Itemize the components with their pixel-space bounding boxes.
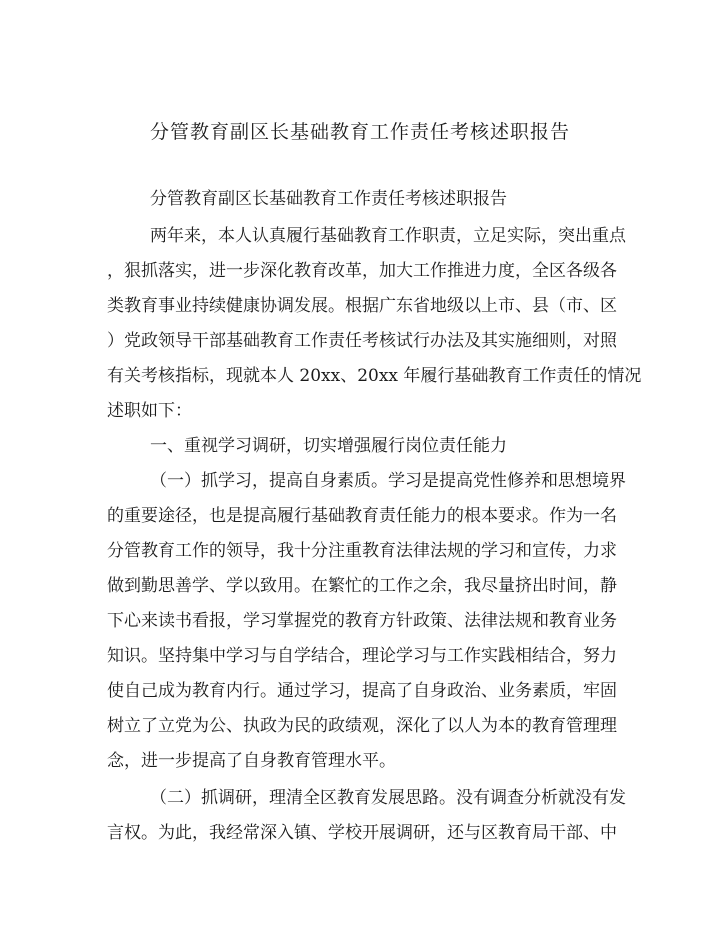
section-heading: 一、重视学习调研，切实增强履行岗位责任能力 bbox=[150, 436, 507, 456]
body-line: 使自己成为教育内行。通过学习，提高了自身政治、业务素质，牢固 bbox=[107, 681, 617, 701]
body-line: 有关考核指标，现就本人 20xx、20xx 年履行基础教育工作责任的情况 bbox=[107, 366, 642, 386]
body-line: 两年来，本人认真履行基础教育工作职责，立足实际，突出重点 bbox=[150, 226, 626, 246]
body-line: 言权。为此，我经常深入镇、学校开展调研，还与区教育局干部、中 bbox=[107, 823, 617, 843]
body-line: 分管教育副区长基础教育工作责任考核述职报告 bbox=[150, 189, 507, 209]
body-line: 分管教育工作的领导，我十分注重教育法律法规的学习和宣传，力求 bbox=[107, 541, 617, 561]
body-line: 知识。坚持集中学习与自学结合，理论学习与工作实践相结合，努力 bbox=[107, 646, 617, 666]
body-line: 下心来读书看报，学习掌握党的教育方针政策、法律法规和教育业务 bbox=[107, 611, 617, 631]
body-line: 述职如下： bbox=[107, 401, 192, 421]
body-line: 树立了立党为公、执政为民的政绩观，深化了以人为本的教育管理理 bbox=[107, 716, 617, 736]
document-title: 分管教育副区长基础教育工作责任考核述职报告 bbox=[149, 121, 570, 143]
body-line: 做到勤思善学、学以致用。在繁忙的工作之余，我尽量挤出时间，静 bbox=[107, 576, 617, 596]
body-line: （二）抓调研，理清全区教育发展思路。没有调查分析就没有发 bbox=[150, 788, 626, 808]
body-line: 念，进一步提高了自身教育管理水平。 bbox=[107, 751, 396, 771]
body-line: ）党政领导干部基础教育工作责任考核试行办法及其实施细则，对照 bbox=[107, 331, 617, 351]
body-line: 类教育事业持续健康协调发展。根据广东省地级以上市、县（市、区 bbox=[107, 296, 617, 316]
body-line: 的重要途径，也是提高履行基础教育责任能力的根本要求。作为一名 bbox=[107, 506, 617, 526]
body-line: （一）抓学习，提高自身素质。学习是提高党性修养和思想境界 bbox=[150, 471, 626, 491]
body-line: ，狠抓落实，进一步深化教育改革，加大工作推进力度，全区各级各 bbox=[107, 261, 617, 281]
